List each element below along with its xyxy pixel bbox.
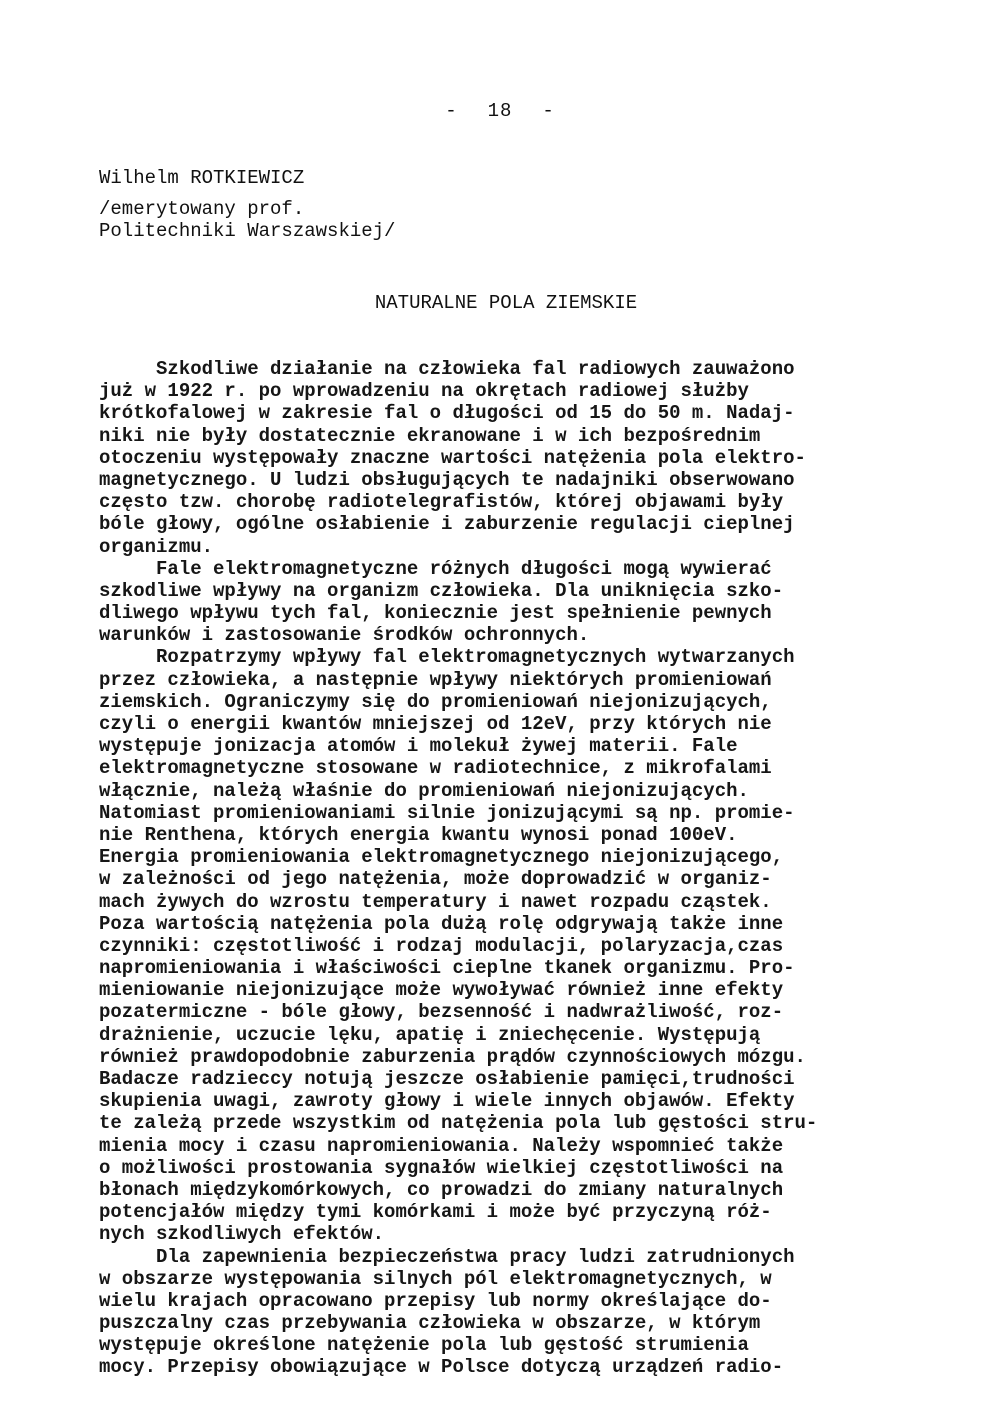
body-text-line: warunków i zastosowanie środków ochronnych. bbox=[99, 624, 590, 647]
body-text-line: nie Renthena, których energia kwantu wynosi ponad 100eV. bbox=[99, 823, 738, 846]
body-text-line: czynniki: częstotliwość i rodzaj modulacji, polaryzacja,czas bbox=[99, 934, 784, 957]
body-text-line: występuje jonizacja atomów i molekuł żywej materii. Fale bbox=[99, 735, 738, 758]
body-text-line: mieniowanie niejonizujące może wywoływać również inne efekty bbox=[99, 979, 784, 1002]
body-text-line: czyli o energii kwantów mniejszej od 12eV, przy których nie bbox=[99, 713, 772, 735]
body-text-line: również prawdopodobnie zaburzenia prądów czynnościowych mózgu. bbox=[99, 1045, 806, 1068]
article-title: NATURALNE POLA ZIEMSKIE bbox=[374, 292, 638, 314]
page-number-dash-right: - bbox=[542, 100, 555, 122]
body-text-line: bóle głowy, ogólne osłabienie i zaburzenie regulacji cieplnej bbox=[99, 513, 795, 536]
body-text-line: skupienia uwagi, zawroty głowy i wiele innych objawów. Efekty bbox=[99, 1090, 795, 1113]
page-number-dash-left: - bbox=[445, 100, 458, 122]
body-text-line: mienia mocy i czasu napromieniowania. Należy wspomnieć także bbox=[99, 1134, 784, 1157]
body-text-line: dliwego wpływu tych fal, koniecznie jest spełnienie pewnych bbox=[99, 602, 772, 625]
body-text-line: elektromagnetyczne stosowane w radiotechnice, z mikrofalami bbox=[99, 757, 772, 780]
body-text-line: mocy. Przepisy obowiązujące w Polsce dotyczą urządzeń radio- bbox=[99, 1356, 784, 1379]
body-text-line: Fale elektromagnetyczne różnych długości mogą wywierać bbox=[99, 557, 772, 580]
body-text-line: mach żywych do wzrostu temperatury i nawet rozpadu cząstek. bbox=[99, 890, 772, 913]
page-number-header bbox=[0, 100, 1000, 122]
body-text-line: Energia promieniowania elektromagnetycznego niejonizującego, bbox=[99, 846, 784, 869]
body-text-line: w zależności od jego natężenia, może doprowadzić w organiz- bbox=[99, 868, 772, 891]
affiliation-line: /emerytowany prof. bbox=[99, 198, 305, 220]
body-text-line: pozatermiczne - bóle głowy, bezsenność i nadwrażliwość, roz- bbox=[99, 1001, 784, 1024]
body-text-line: szkodliwe wpływy na organizm człowieka. Dla uniknięcia szko- bbox=[99, 579, 784, 602]
body-text-line: napromieniowania i właściwości cieplne tkanek organizmu. Pro- bbox=[99, 957, 795, 980]
body-text-line: już w 1922 r. po wprowadzeniu na okrętach radiowej służby bbox=[99, 380, 749, 403]
body-text-line: nych szkodliwych efektów. bbox=[99, 1223, 385, 1246]
body-text-line: krótkofalowej w zakresie fal o długości od 15 do 50 m. Nadaj- bbox=[99, 402, 795, 425]
body-text-line: Poza wartością natężenia pola dużą rolę odgrywają także inne bbox=[99, 912, 784, 935]
body-text-line: niki nie były dostatecznie ekranowane i w ich bezpośrednim bbox=[99, 424, 761, 447]
affiliation-line: Politechniki Warszawskiej/ bbox=[99, 220, 396, 242]
body-text-line: o możliwości prostowania sygnałów wielkiej częstotliwości na bbox=[99, 1156, 784, 1179]
author-affiliation bbox=[99, 198, 395, 242]
body-text-line: otoczeniu występowały znaczne wartości natężenia pola elektro- bbox=[99, 446, 806, 469]
page-number: 18 bbox=[487, 100, 513, 122]
body-text-line: magnetycznego. U ludzi obsługujących te nadajniki obserwowano bbox=[99, 468, 795, 491]
body-text-line: Szkodliwe działanie na człowieka fal radiowych zauważono bbox=[99, 358, 795, 380]
body-text-line: występuje określone natężenie pola lub gęstość strumienia bbox=[99, 1334, 749, 1357]
body-text-line: włącznie, należą właśnie do promieniowań niejonizujących. bbox=[99, 779, 749, 802]
body-text-line: potencjałów między tymi komórkami i może być przyczyną róż- bbox=[99, 1201, 772, 1224]
body-text-line: Natomiast promieniowaniami silnie jonizującymi są np. promie- bbox=[99, 801, 795, 824]
body-text-line: drażnienie, uczucie lęku, apatię i zniechęcenie. Występują bbox=[99, 1023, 761, 1046]
body-text-line: wielu krajach opracowano przepisy lub normy określające do- bbox=[99, 1289, 772, 1312]
body-text-line: Dla zapewnienia bezpieczeństwa pracy ludzi zatrudnionych bbox=[99, 1245, 795, 1268]
body-text-line: Rozpatrzymy wpływy fal elektromagnetycznych wytwarzanych bbox=[99, 646, 795, 669]
body-text-line: często tzw. chorobę radiotelegrafistów, której objawami były bbox=[99, 491, 784, 514]
article-body bbox=[99, 358, 959, 1379]
author-name: Wilhelm ROTKIEWICZ bbox=[99, 167, 305, 189]
body-text-line: Badacze radzieccy notują jeszcze osłabienie pamięci,trudności bbox=[99, 1068, 795, 1090]
body-text-line: w obszarze występowania silnych pól elektromagnetycznych, w bbox=[99, 1267, 772, 1290]
body-text-line: te zależą przede wszystkim od natężenia pola lub gęstości stru- bbox=[99, 1112, 818, 1135]
body-text-line: ziemskich. Ograniczymy się do promieniowań niejonizujących, bbox=[99, 690, 772, 713]
body-text-line: błonach międzykomórkowych, co prowadzi do zmiany naturalnych bbox=[99, 1178, 784, 1201]
body-text-line: puszczalny czas przebywania człowieka w obszarze, w którym bbox=[99, 1312, 761, 1335]
body-text-line: organizmu. bbox=[99, 535, 214, 558]
body-text-line: przez człowieka, a następnie wpływy niektórych promieniowań bbox=[99, 668, 772, 691]
